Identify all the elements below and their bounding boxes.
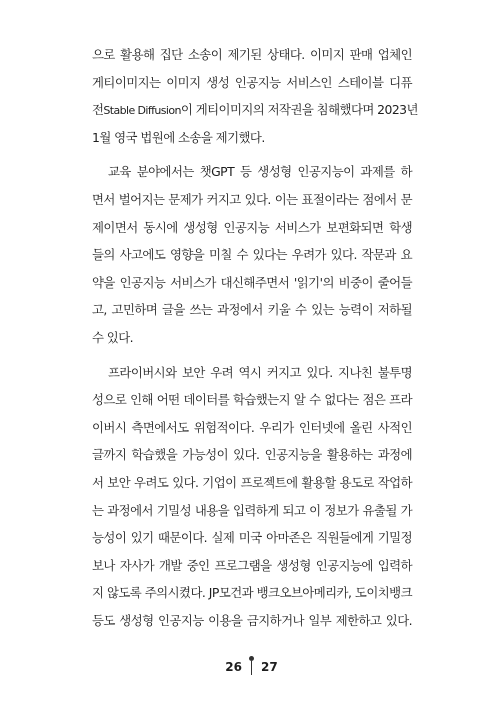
text-line bbox=[92, 96, 418, 124]
text-line: 게티이미지는 이미지 생성 인공지능 서비스인 스테이블 디퓨 bbox=[92, 74, 412, 90]
text-line: 서 보안 우려도 있다. 기업이 프로젝트에 활용할 용도로 작업하 bbox=[92, 474, 412, 490]
page-number-left: 26 bbox=[225, 660, 242, 674]
text-line: 제이면서 동시에 생성형 인공지능 서비스가 보편화되면 학생 bbox=[92, 219, 412, 235]
page-number-divider bbox=[251, 661, 252, 675]
text-line: 1월 영국 법원에 소송을 제기했다. bbox=[92, 129, 265, 145]
text-line: 보나 자사가 개발 중인 프로그램을 생성형 인공지능에 입력하 bbox=[92, 557, 412, 573]
text-line: 이버시 측면에서도 위험적이다. 우리가 인터넷에 올린 사적인 bbox=[92, 419, 412, 435]
body-text bbox=[92, 41, 418, 634]
paragraph-gap bbox=[92, 151, 412, 158]
paragraph bbox=[92, 41, 418, 151]
text-line: 들의 사고에도 영향을 미칠 수 있다는 우려가 있다. 작문과 요 bbox=[92, 247, 412, 263]
text-line: 면서 벌어지는 문제가 커지고 있다. 이는 표절이라는 점에서 문 bbox=[92, 191, 412, 207]
text-line: 교육 분야에서는 챗GPT 등 생성형 인공지능이 과제를 하 bbox=[108, 164, 412, 180]
text-line: 글까지 학습했을 가능성이 있다. 인공지능을 활용하는 과정에 bbox=[92, 447, 412, 463]
text-line: 약을 인공지능 서비스가 대신해주면서 '읽기'의 비중이 줄어들 bbox=[92, 274, 412, 290]
latin-term: Stable Diffusion bbox=[103, 104, 181, 118]
text-line: 지 않도록 주의시켰다. JP모건과 뱅크오브아메리카, 도이치뱅크 bbox=[92, 585, 412, 601]
page-number-right: 27 bbox=[261, 660, 278, 674]
text-line: 능성이 있기 때문이다. 실제 미국 아마존은 직원들에게 기밀정 bbox=[92, 530, 412, 546]
text-line: 으로 활용해 집단 소송이 제기된 상태다. 이미지 판매 업체인 bbox=[92, 47, 412, 62]
paragraph bbox=[92, 158, 412, 351]
text-fragment: 이 게티이미지의 저작권을 침해했다며 2023년 bbox=[180, 102, 418, 118]
paragraph bbox=[92, 359, 412, 635]
text-line: 수 있다. bbox=[92, 329, 134, 345]
text-fragment: 전 bbox=[92, 102, 104, 118]
page-footer bbox=[0, 656, 500, 676]
text-line: 성으로 인해 어떤 데이터를 학습했는지 알 수 없다는 점은 프라 bbox=[92, 392, 412, 408]
text-line: 등도 생성형 인공지능 이용을 금지하거나 일부 제한하고 있다. bbox=[92, 612, 412, 628]
paragraph-gap bbox=[92, 352, 412, 359]
text-line: 는 과정에서 기밀성 내용을 입력하게 되고 이 정보가 유출될 가 bbox=[92, 502, 412, 518]
text-line: 프라이버시와 보안 우려 역시 커지고 있다. 지나친 불투명 bbox=[108, 364, 412, 380]
text-line: 고, 고민하며 글을 쓰는 과정에서 키울 수 있는 능력이 저하될 bbox=[92, 302, 412, 318]
